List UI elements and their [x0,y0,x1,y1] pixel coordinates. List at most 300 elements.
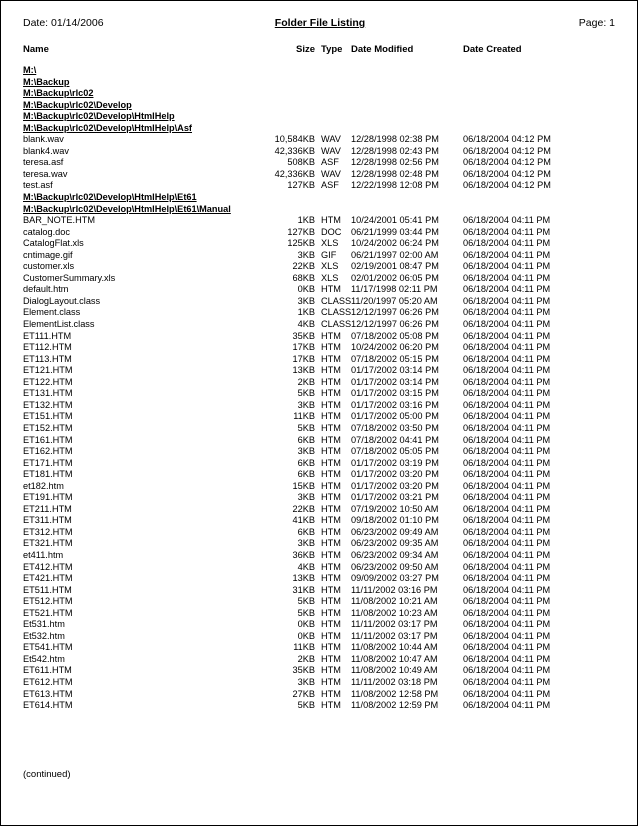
date-modified: 02/01/2002 06:05 PM [351,272,439,283]
date-modified: 11/20/1997 05:20 AM [351,295,438,306]
file-type: CLASS [321,319,351,330]
date-modified: 01/17/2002 03:19 PM [351,457,439,468]
folder-row [1,77,638,89]
file-name: ET521.HTM [23,607,73,618]
date-created: 06/18/2004 04:11 PM [463,365,551,376]
file-name: Et542.htm [23,653,65,664]
date-created: 06/18/2004 04:11 PM [463,573,551,584]
folder-row [1,65,638,77]
file-row [1,215,638,227]
date-created: 06/18/2004 04:11 PM [463,353,551,364]
file-name: ET614.HTM [23,700,73,711]
file-name: ET151.HTM [23,411,73,422]
date-created: 06/18/2004 04:11 PM [463,561,551,572]
date-modified: 01/17/2002 03:15 PM [351,388,439,399]
date-modified: 01/17/2002 03:14 PM [351,376,439,387]
file-name: ET321.HTM [23,538,73,549]
file-type: HTM [321,492,341,503]
file-name: ElementList.class [23,319,95,330]
file-type: HTM [321,561,341,572]
file-size: 6KB [297,434,315,445]
file-size: 0KB [297,619,315,630]
file-row [1,504,638,516]
date-modified: 01/17/2002 05:00 PM [351,411,439,422]
file-type: HTM [321,434,341,445]
file-size: 127KB [287,226,315,237]
file-size: 5KB [297,388,315,399]
file-size: 68KB [292,272,315,283]
date-created: 06/18/2004 04:11 PM [463,492,551,503]
file-type: CLASS [321,307,351,318]
file-row [1,157,638,169]
file-type: HTM [321,342,341,353]
file-name: ET113.HTM [23,353,72,364]
date-modified: 09/18/2002 01:10 PM [351,515,439,526]
date-created: 06/18/2004 04:11 PM [463,515,551,526]
file-listing [1,65,638,712]
file-row [1,411,638,423]
file-name: default.htm [23,284,69,295]
file-name: Element.class [23,307,81,318]
file-row [1,388,638,400]
folder-row [1,123,638,135]
file-type: HTM [321,411,341,422]
date-modified: 06/21/1997 02:00 AM [351,249,439,260]
file-row [1,515,638,527]
file-type: HTM [321,653,341,664]
date-modified: 06/23/2002 09:50 AM [351,561,439,572]
file-row [1,677,638,689]
file-name: ET311.HTM [23,515,72,526]
file-name: customer.xls [23,261,75,272]
date-created: 06/18/2004 04:11 PM [463,469,551,480]
file-type: HTM [321,353,341,364]
folder-path: M:\Backup\rlc02 [23,88,94,99]
date-modified: 11/08/2002 10:23 AM [351,607,438,618]
file-size: 1KB [297,215,315,226]
file-type: HTM [321,549,341,560]
date-created: 06/18/2004 04:11 PM [463,330,551,341]
date-modified: 12/28/1998 02:56 PM [351,157,439,168]
date-created: 06/18/2004 04:11 PM [463,584,551,595]
file-name: CatalogFlat.xls [23,238,84,249]
folder-path: M:\Backup [23,76,70,87]
file-size: 35KB [292,665,315,676]
file-name: ET312.HTM [23,526,73,537]
file-row [1,492,638,504]
file-row [1,365,638,377]
file-size: 13KB [292,573,315,584]
file-type: HTM [321,388,341,399]
file-row [1,273,638,285]
date-modified: 12/12/1997 06:26 PM [351,307,439,318]
date-created: 06/18/2004 04:11 PM [463,411,551,422]
file-row [1,562,638,574]
folder-path: M:\Backup\rlc02\Develop\HtmlHelp\Et61 [23,192,197,203]
file-name: CustomerSummary.xls [23,272,116,283]
file-row [1,307,638,319]
date-modified: 11/08/2002 10:21 AM [351,596,438,607]
file-row [1,642,638,654]
file-type: HTM [321,399,341,410]
file-type: HTM [321,422,341,433]
file-size: 6KB [297,457,315,468]
file-row [1,423,638,435]
file-size: 125KB [287,238,315,249]
column-headers [1,44,638,58]
file-size: 5KB [297,700,315,711]
file-row [1,654,638,666]
date-modified: 12/12/1997 06:26 PM [351,319,439,330]
col-type-header: Type [321,44,343,55]
file-row [1,527,638,539]
file-row [1,180,638,192]
file-size: 6KB [297,469,315,480]
date-created: 06/18/2004 04:11 PM [463,319,551,330]
file-row [1,319,638,331]
date-modified: 07/18/2002 05:08 PM [351,330,439,341]
file-size: 42,336KB [274,145,315,156]
file-name: ET131.HTM [23,388,73,399]
file-row [1,250,638,262]
file-row [1,331,638,343]
date-modified: 11/08/2002 10:47 AM [351,653,438,664]
date-modified: 06/23/2002 09:34 AM [351,549,439,560]
file-type: HTM [321,607,341,618]
folder-path: M:\Backup\rlc02\Develop [23,99,132,110]
report-date: Date: 01/14/2006 [23,17,104,29]
folder-path: M:\Backup\rlc02\Develop\HtmlHelp\Et61\Manual [23,203,231,214]
file-row [1,342,638,354]
file-type: HTM [321,676,341,687]
file-row [1,238,638,250]
file-row [1,573,638,585]
file-size: 127KB [287,180,315,191]
date-modified: 06/23/2002 09:35 AM [351,538,439,549]
date-created: 06/18/2004 04:11 PM [463,700,551,711]
file-name: ET152.HTM [23,422,73,433]
file-size: 4KB [297,319,315,330]
date-modified: 07/18/2002 03:50 PM [351,422,439,433]
file-type: HTM [321,630,341,641]
file-type: HTM [321,538,341,549]
file-type: DOC [321,226,342,237]
file-size: 2KB [297,653,315,664]
date-modified: 01/17/2002 03:21 PM [351,492,439,503]
col-size-header: Size [295,44,315,55]
date-modified: 06/21/1999 03:44 PM [351,226,439,237]
date-created: 06/18/2004 04:11 PM [463,642,551,653]
date-modified: 11/11/2002 03:18 PM [351,676,438,687]
file-type: HTM [321,376,341,387]
file-size: 3KB [297,676,315,687]
date-created: 06/18/2004 04:11 PM [463,388,551,399]
file-name: blank4.wav [23,145,69,156]
file-name: Et531.htm [23,619,65,630]
folder-row [1,111,638,123]
date-created: 06/18/2004 04:11 PM [463,607,551,618]
date-modified: 06/23/2002 09:49 AM [351,526,439,537]
date-created: 06/18/2004 04:11 PM [463,446,551,457]
date-modified: 12/28/1998 02:38 PM [351,134,439,145]
file-type: HTM [321,596,341,607]
file-size: 3KB [297,538,315,549]
date-modified: 07/18/2002 04:41 PM [351,434,439,445]
file-row [1,481,638,493]
date-created: 06/18/2004 04:12 PM [463,180,551,191]
date-modified: 01/17/2002 03:20 PM [351,480,439,491]
file-name: ET162.HTM [23,446,73,457]
file-type: HTM [321,665,341,676]
date-modified: 11/08/2002 10:44 AM [351,642,438,653]
col-name-header: Name [23,44,49,55]
file-size: 22KB [292,503,315,514]
file-type: XLS [321,238,339,249]
file-type: XLS [321,272,339,283]
date-modified: 10/24/2001 05:41 PM [351,215,439,226]
file-type: HTM [321,515,341,526]
file-size: 15KB [292,480,315,491]
file-type: GIF [321,249,337,260]
file-type: HTM [321,365,341,376]
file-name: BAR_NOTE.HTM [23,215,95,226]
file-type: ASF [321,157,339,168]
file-type: HTM [321,700,341,711]
file-type: ASF [321,180,339,191]
date-created: 06/18/2004 04:11 PM [463,676,551,687]
date-created: 06/18/2004 04:11 PM [463,342,551,353]
file-name: ET161.HTM [23,434,73,445]
date-created: 06/18/2004 04:11 PM [463,215,551,226]
col-created-header: Date Created [463,44,522,55]
file-row [1,700,638,712]
file-row [1,538,638,550]
file-size: 27KB [292,688,315,699]
file-name: teresa.wav [23,168,68,179]
file-size: 6KB [297,526,315,537]
file-row [1,296,638,308]
date-created: 06/18/2004 04:11 PM [463,457,551,468]
date-modified: 11/11/2002 03:17 PM [351,619,438,630]
file-size: 13KB [292,365,315,376]
date-modified: 07/18/2002 05:15 PM [351,353,439,364]
file-type: WAV [321,145,341,156]
file-size: 17KB [292,353,315,364]
file-row [1,458,638,470]
date-created: 06/18/2004 04:12 PM [463,157,551,168]
file-name: catalog.doc [23,226,70,237]
file-row [1,689,638,701]
file-type: HTM [321,584,341,595]
file-type: HTM [321,503,341,514]
file-name: ET111.HTM [23,330,72,341]
file-name: ET613.HTM [23,688,73,699]
folder-row [1,100,638,112]
file-size: 0KB [297,284,315,295]
date-modified: 11/08/2002 10:49 AM [351,665,438,676]
file-type: HTM [321,619,341,630]
file-name: ET611.HTM [23,665,72,676]
file-row [1,435,638,447]
file-size: 3KB [297,492,315,503]
file-row [1,550,638,562]
col-modified-header: Date Modified [351,44,414,55]
date-modified: 02/19/2001 08:47 PM [351,261,439,272]
file-name: et411.htm [23,549,64,560]
file-name: ET132.HTM [23,399,73,410]
date-created: 06/18/2004 04:12 PM [463,145,551,156]
date-created: 06/18/2004 04:12 PM [463,134,551,145]
date-created: 06/18/2004 04:12 PM [463,168,551,179]
file-type: HTM [321,215,341,226]
date-created: 06/18/2004 04:11 PM [463,619,551,630]
date-created: 06/18/2004 04:11 PM [463,480,551,491]
date-created: 06/18/2004 04:11 PM [463,688,551,699]
file-size: 41KB [292,515,315,526]
date-created: 06/18/2004 04:11 PM [463,238,551,249]
date-created: 06/18/2004 04:11 PM [463,549,551,560]
file-size: 3KB [297,446,315,457]
date-created: 06/18/2004 04:11 PM [463,284,551,295]
file-size: 11KB [293,642,315,653]
file-name: ET171.HTM [23,457,73,468]
file-size: 2KB [297,376,315,387]
file-row [1,134,638,146]
file-type: HTM [321,573,341,584]
file-size: 5KB [297,607,315,618]
date-created: 06/18/2004 04:11 PM [463,295,551,306]
file-row [1,261,638,273]
continued-note: (continued) [23,769,71,780]
date-modified: 07/18/2002 05:05 PM [351,446,439,457]
date-modified: 11/17/1998 02:11 PM [351,284,438,295]
file-name: DialogLayout.class [23,295,101,306]
folder-path: M:\Backup\rlc02\Develop\HtmlHelp [23,111,175,122]
page-number: Page: 1 [578,17,615,29]
file-size: 4KB [297,561,315,572]
date-created: 06/18/2004 04:11 PM [463,422,551,433]
folder-row [1,204,638,216]
file-name: ET121.HTM [23,365,73,376]
date-modified: 10/24/2002 06:20 PM [351,342,439,353]
file-type: HTM [321,469,341,480]
date-modified: 11/08/2002 12:58 PM [351,688,439,699]
file-row [1,146,638,158]
date-created: 06/18/2004 04:11 PM [463,665,551,676]
file-type: HTM [321,284,341,295]
date-modified: 12/22/1998 12:08 PM [351,180,439,191]
file-name: ET211.HTM [23,503,72,514]
file-name: cntimage.gif [23,249,73,260]
file-size: 3KB [297,295,315,306]
file-size: 42,336KB [274,168,315,179]
file-row [1,400,638,412]
file-name: ET512.HTM [23,596,73,607]
date-created: 06/18/2004 04:11 PM [463,434,551,445]
date-modified: 10/24/2002 06:24 PM [351,238,439,249]
file-size: 508KB [287,157,315,168]
file-size: 22KB [292,261,315,272]
date-created: 06/18/2004 04:11 PM [463,526,551,537]
date-modified: 01/17/2002 03:20 PM [351,469,439,480]
date-modified: 07/19/2002 10:50 AM [351,503,439,514]
date-created: 06/18/2004 04:11 PM [463,226,551,237]
report-title: Folder File Listing [274,17,366,29]
file-name: et182.htm [23,480,64,491]
date-created: 06/18/2004 04:11 PM [463,630,551,641]
date-modified: 11/11/2002 03:16 PM [351,584,438,595]
file-row [1,227,638,239]
date-created: 06/18/2004 04:11 PM [463,596,551,607]
file-size: 35KB [292,330,315,341]
file-size: 3KB [297,399,315,410]
file-row [1,284,638,296]
date-created: 06/18/2004 04:11 PM [463,249,551,260]
file-type: HTM [321,457,341,468]
file-row [1,665,638,677]
file-size: 11KB [293,411,315,422]
file-name: ET421.HTM [23,573,73,584]
file-size: 5KB [297,422,315,433]
date-modified: 09/09/2002 03:27 PM [351,573,439,584]
file-type: HTM [321,688,341,699]
file-size: 31KB [292,584,315,595]
file-name: ET122.HTM [23,376,73,387]
file-name: blank.wav [23,134,64,145]
date-modified: 12/28/1998 02:43 PM [351,145,439,156]
date-modified: 01/17/2002 03:14 PM [351,365,439,376]
folder-row [1,88,638,100]
file-size: 36KB [292,549,315,560]
file-type: HTM [321,526,341,537]
file-name: ET612.HTM [23,676,73,687]
date-created: 06/18/2004 04:11 PM [463,538,551,549]
file-type: WAV [321,134,341,145]
file-row [1,169,638,181]
date-modified: 11/08/2002 12:59 PM [351,700,439,711]
file-name: test.asf [23,180,53,191]
file-size: 0KB [297,630,315,641]
file-row [1,377,638,389]
date-modified: 12/28/1998 02:48 PM [351,168,439,179]
file-type: CLASS [321,295,351,306]
date-modified: 01/17/2002 03:16 PM [351,399,439,410]
file-name: ET541.HTM [23,642,73,653]
file-type: HTM [321,480,341,491]
file-size: 5KB [297,596,315,607]
file-name: ET112.HTM [23,342,72,353]
folder-path: M:\ [23,65,37,75]
file-name: teresa.asf [23,157,64,168]
file-row [1,585,638,597]
file-row [1,631,638,643]
file-row [1,619,638,631]
file-row [1,354,638,366]
file-type: HTM [321,330,341,341]
file-type: HTM [321,446,341,457]
date-created: 06/18/2004 04:11 PM [463,261,551,272]
file-type: WAV [321,168,341,179]
file-size: 10,584KB [274,134,315,145]
folder-path: M:\Backup\rlc02\Develop\HtmlHelp\Asf [23,122,192,133]
date-modified: 11/11/2002 03:17 PM [351,630,438,641]
date-created: 06/18/2004 04:11 PM [463,399,551,410]
date-created: 06/18/2004 04:11 PM [463,272,551,283]
file-type: XLS [321,261,339,272]
file-row [1,446,638,458]
file-name: Et532.htm [23,630,65,641]
file-size: 3KB [297,249,315,260]
